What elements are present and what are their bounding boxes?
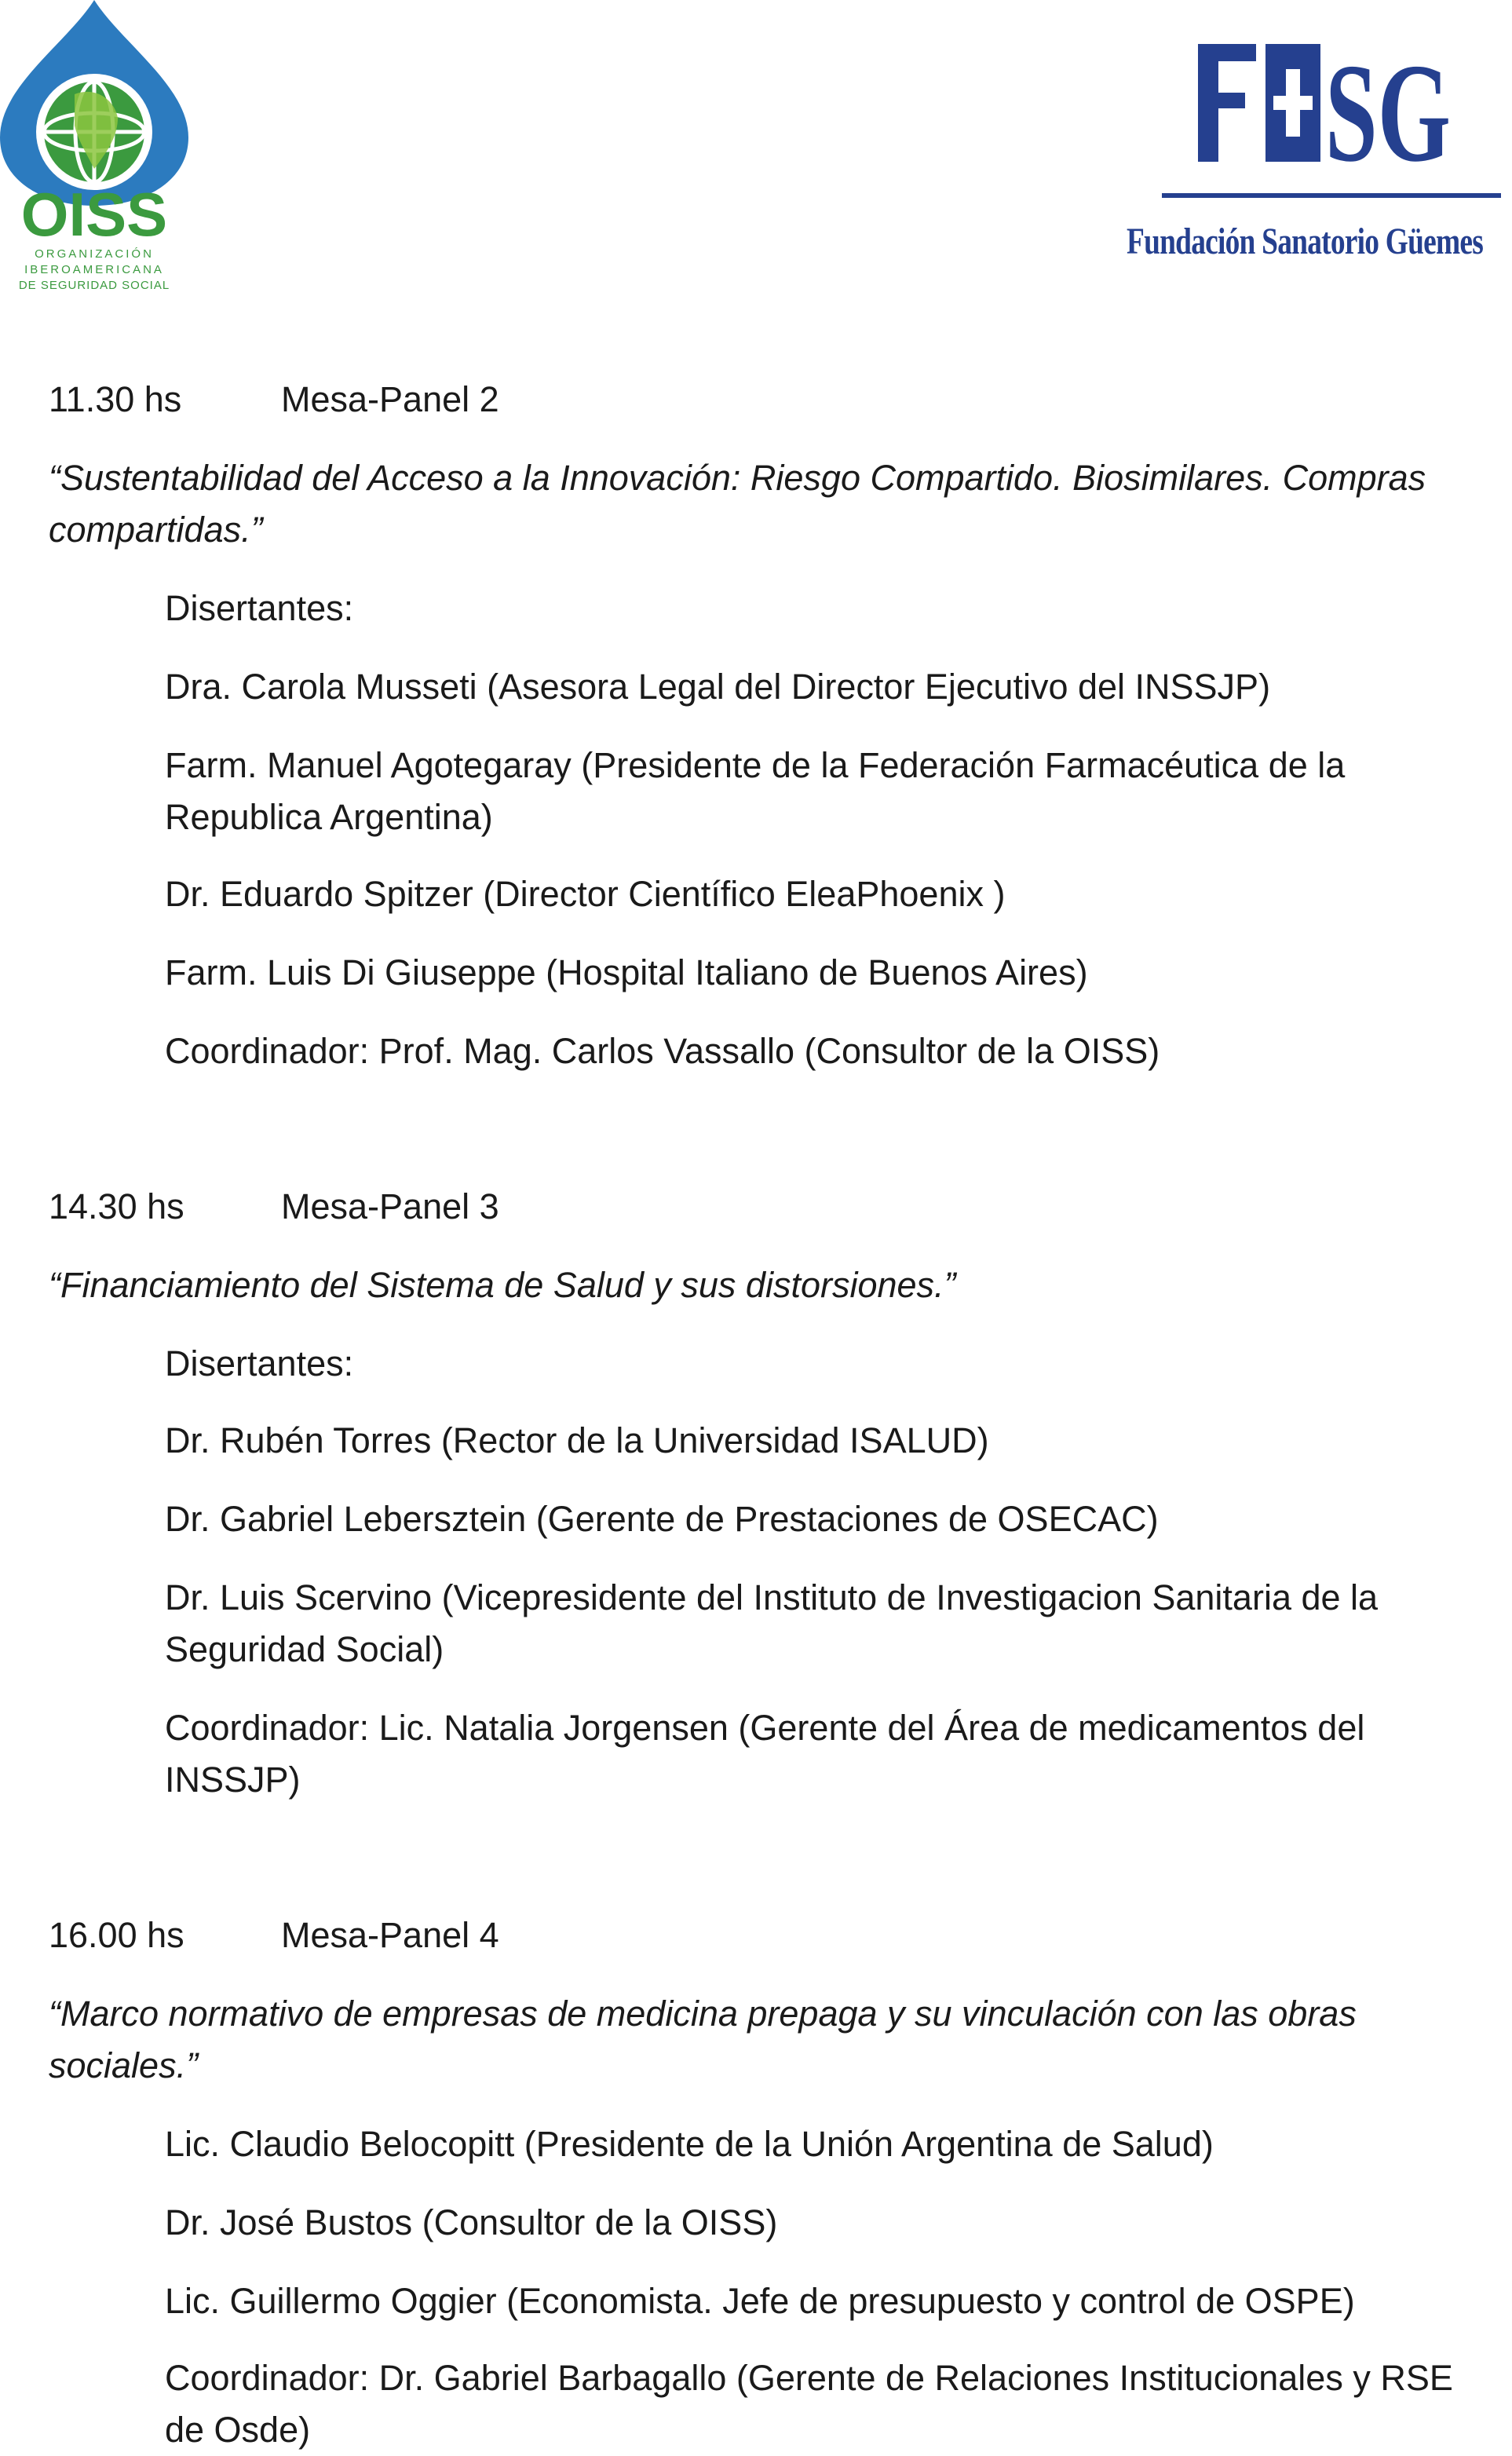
coordinator: Coordinador: Dr. Gabriel Barbagallo (Gerente de Relaciones Institucionales y RSE	[165, 2358, 1453, 2398]
speaker: Farm. Manuel Agotegaray (Presidente de la Federación Farmacéutica de la	[165, 745, 1346, 785]
coordinator: Coordinador: Prof. Mag. Carlos Vassallo (Consultor de la OISS)	[165, 1031, 1160, 1071]
fsg-name: Fundación Sanatorio Güemes	[1127, 221, 1484, 262]
speaker: Lic. Claudio Belocopitt (Presidente de la Unión Argentina de Salud)	[165, 2124, 1214, 2164]
speakers-label: Disertantes:	[165, 1343, 354, 1383]
fsg-mark-icon	[1193, 35, 1452, 191]
panel-title: Mesa-Panel 2	[281, 379, 499, 419]
speaker: Dra. Carola Musseti (Asesora Legal del Director Ejecutivo del INSSJP)	[165, 667, 1271, 707]
panel-topic: “Financiamiento del Sistema de Salud y sus distorsiones.”	[49, 1265, 956, 1305]
speakers-label: Disertantes:	[165, 588, 354, 628]
speaker: Dr. Eduardo Spitzer (Director Científico EleaPhoenix )	[165, 874, 1006, 914]
speaker: Dr. Gabriel Lebersztein (Gerente de Prestaciones de OSECAC)	[165, 1499, 1159, 1539]
panel-title: Mesa-Panel 4	[281, 1915, 499, 1955]
panel-topic: “Marco normativo de empresas de medicina prepaga y su vinculación con las obras	[49, 1994, 1357, 2034]
panel-topic: sociales.”	[49, 2045, 199, 2085]
coordinator: INSSJP)	[165, 1760, 301, 1800]
panel-time: 14.30 hs	[49, 1186, 184, 1226]
panel-topic: “Sustentabilidad del Acceso a la Innovación: Riesgo Compartido. Biosimilares. Compras	[49, 458, 1426, 498]
svg-text:ORGANIZACIÓN: ORGANIZACIÓN	[35, 247, 154, 261]
speaker: Dr. Luis Scervino (Vicepresidente del Instituto de Investigacion Sanitaria de la	[165, 1577, 1379, 1617]
coordinator: Coordinador: Lic. Natalia Jorgensen (Gerente del Área de medicamentos del	[165, 1708, 1365, 1748]
panel-time: 11.30 hs	[49, 379, 182, 419]
speaker: Lic. Guillermo Oggier (Economista. Jefe de presupuesto y control de OSPE)	[165, 2281, 1355, 2321]
panel-title: Mesa-Panel 3	[281, 1186, 499, 1226]
speaker: Dr. Rubén Torres (Rector de la Universidad ISALUD)	[165, 1420, 989, 1460]
svg-text:IBEROAMERICANA: IBEROAMERICANA	[24, 263, 164, 276]
svg-text:DE SEGURIDAD SOCIAL: DE SEGURIDAD SOCIAL	[18, 279, 170, 292]
svg-text:OISS: OISS	[20, 180, 168, 249]
panel-time: 16.00 hs	[49, 1915, 184, 1955]
speaker: Seguridad Social)	[165, 1629, 444, 1669]
fsg-divider	[1162, 193, 1501, 198]
speaker: Dr. José Bustos (Consultor de la OISS)	[165, 2202, 778, 2242]
coordinator: de Osde)	[165, 2410, 311, 2450]
oiss-emblem-icon	[0, 0, 188, 297]
speaker: Farm. Luis Di Giuseppe (Hospital Italiano de Buenos Aires)	[165, 952, 1088, 992]
fsg-logo	[1123, 35, 1507, 275]
panel-topic: compartidas.”	[49, 510, 263, 550]
oiss-logo	[0, 0, 188, 297]
speaker: Republica Argentina)	[165, 797, 493, 837]
svg-text:SG: SG	[1325, 35, 1451, 191]
